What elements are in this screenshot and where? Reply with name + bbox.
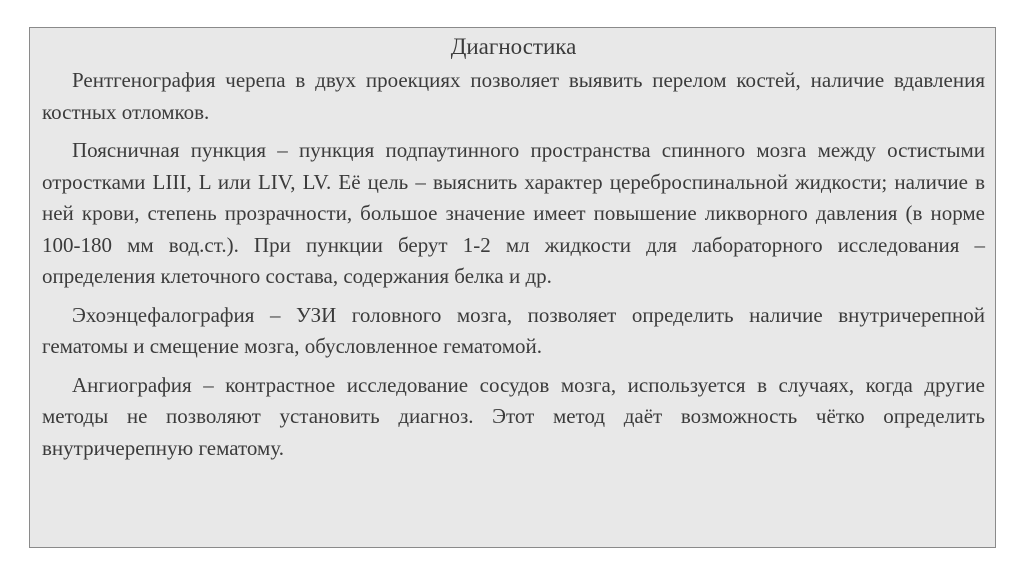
paragraph-lumbar-puncture: Поясничная пункция – пункция подпаутинного пространства спинного мозга между остистыми отростками LIII, L или LIV, LV. Её цель – выяснить характер цереброспинальной жидкости; наличие в ней крови, степень прозрачности, большое значение имеет повышение ликворного давления (в норме 100-180 мм вод.ст.). При пункции берут 1-2 мл жидкости для лабораторного исследования – определения клеточного состава, содержания белка и др.	[42, 138, 985, 288]
paragraph-radiography: Рентгенография черепа в двух проекциях позволяет выявить перелом костей, наличие вдавления костных отломков.	[42, 68, 985, 124]
paragraph-echoencephalography: Эхоэнцефалография – УЗИ головного мозга, позволяет определить наличие внутричерепной гематомы и смещение мозга, обусловленное гематомой.	[42, 302, 985, 358]
content-box	[29, 27, 996, 548]
paragraph-angiography: Ангиография – контрастное исследование сосудов мозга, используется в случаях, когда другие методы не позволяют установить диагноз. Этот метод даёт возможность чётко определить внутричерепную гематому.	[42, 372, 985, 460]
slide-edge	[0, 0, 9, 574]
slide-title: Диагностика	[450, 34, 577, 59]
